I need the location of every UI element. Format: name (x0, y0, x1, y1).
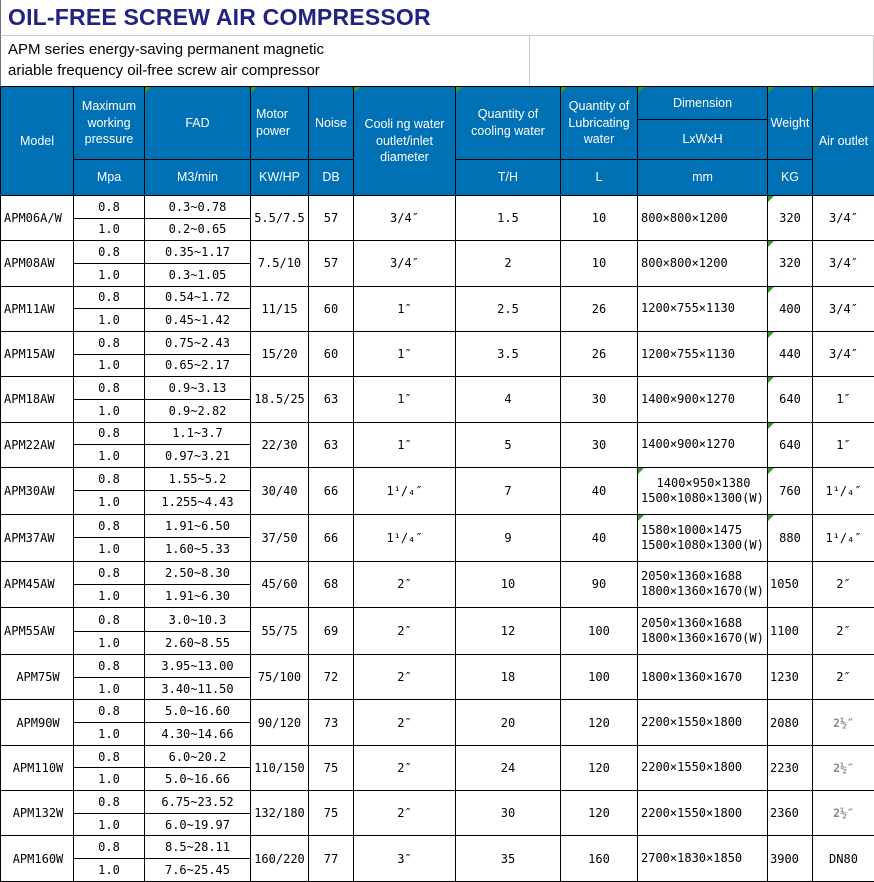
col-header-air-outlet: Air outlet (813, 87, 874, 196)
model-cell: APM11AW (1, 286, 74, 331)
motor-power-cell: 160/220 (251, 836, 309, 882)
cooling-qty-cell: 2.5 (456, 286, 561, 331)
motor-power-cell: 132/180 (251, 791, 309, 836)
dimension-cell (638, 791, 768, 836)
table-row (1, 791, 874, 814)
subtitle-cell (1, 36, 530, 86)
table-row (1, 561, 874, 584)
fad-cell: 5.0~16.60 (145, 700, 251, 723)
fad-cell: 7.6~25.45 (145, 859, 251, 882)
air-outlet-cell: DN80 (813, 836, 874, 882)
table-row (1, 467, 874, 490)
error-flag-icon (768, 241, 774, 247)
model-cell: APM90W (1, 700, 74, 745)
title-bar (0, 0, 874, 36)
model-cell: APM08AW (1, 241, 74, 286)
pressure-cell: 1.0 (74, 354, 145, 377)
pressure-cell: 1.0 (74, 859, 145, 882)
col-header-pressure: Maximum working pressure (74, 87, 145, 160)
noise-cell: 57 (309, 196, 354, 241)
weight-cell: 320 (768, 241, 813, 286)
model-cell: APM22AW (1, 422, 74, 467)
dimension-line: 2200×1550×1800 (641, 805, 743, 820)
dimension-cell (638, 745, 768, 790)
dimension-line: 2050×1360×1688 (641, 569, 743, 584)
pressure-cell: 0.8 (74, 745, 145, 768)
fad-cell: 1.255~4.43 (145, 491, 251, 514)
motor-power-cell: 7.5/10 (251, 241, 309, 286)
motor-power-cell: 90/120 (251, 700, 309, 745)
empty-cell (530, 36, 874, 86)
subtitle-bar (0, 36, 874, 86)
dimension-cell (638, 561, 768, 608)
table-row (1, 331, 874, 354)
dimension-line: 1400×900×1270 (641, 391, 735, 406)
noise-cell: 66 (309, 514, 354, 561)
pressure-cell: 0.8 (74, 422, 145, 445)
pressure-cell: 0.8 (74, 241, 145, 264)
lubricating-qty-cell: 40 (561, 467, 638, 514)
air-outlet-cell: 2½″ (813, 745, 874, 790)
weight-cell: 2230 (768, 745, 813, 790)
error-flag-icon (768, 332, 774, 338)
motor-power-cell: 37/50 (251, 514, 309, 561)
col-header-noise: Noise (309, 87, 354, 160)
pressure-cell: 1.0 (74, 399, 145, 422)
col-unit-noise: DB (309, 160, 354, 196)
col-unit-motor-power: KW/HP (251, 160, 309, 196)
fad-cell: 0.97~3.21 (145, 445, 251, 468)
fad-cell: 1.91~6.30 (145, 584, 251, 607)
cooling-diameter-cell: 3/4″ (354, 196, 456, 241)
lubricating-qty-cell: 10 (561, 196, 638, 241)
noise-cell: 66 (309, 467, 354, 514)
pressure-cell: 1.0 (74, 218, 145, 241)
motor-power-cell: 110/150 (251, 745, 309, 790)
pressure-cell: 1.0 (74, 677, 145, 700)
model-cell: APM15AW (1, 331, 74, 376)
fad-cell: 0.2~0.65 (145, 218, 251, 241)
motor-power-cell: 45/60 (251, 561, 309, 608)
pressure-cell: 0.8 (74, 377, 145, 400)
fad-cell: 0.75~2.43 (145, 331, 251, 354)
col-header-model: Model (1, 87, 74, 196)
table-row (1, 196, 874, 219)
col-header-lubricating-qty: Quantity of Lubricating water (561, 87, 638, 160)
model-cell: APM37AW (1, 514, 74, 561)
error-flag-icon (354, 87, 360, 93)
pressure-cell: 0.8 (74, 700, 145, 723)
dimension-line: 800×800×1200 (641, 255, 728, 270)
col-header-dimension (638, 87, 768, 160)
error-flag-icon (768, 468, 774, 474)
cooling-qty-cell: 24 (456, 745, 561, 790)
weight-cell: 2360 (768, 791, 813, 836)
pressure-cell: 1.0 (74, 491, 145, 514)
error-flag-icon (813, 87, 819, 93)
lubricating-qty-cell: 160 (561, 836, 638, 882)
fad-cell: 0.9~3.13 (145, 377, 251, 400)
dimension-line: 2200×1550×1800 (641, 715, 743, 730)
lubricating-qty-cell: 30 (561, 422, 638, 467)
fad-cell: 6.0~20.2 (145, 745, 251, 768)
pressure-cell: 0.8 (74, 561, 145, 584)
air-outlet-cell: 2″ (813, 655, 874, 700)
dimension-line: 1500×1080×1300(W) (641, 537, 764, 552)
noise-cell: 60 (309, 286, 354, 331)
error-flag-icon (768, 515, 774, 521)
header-label-row (1, 87, 874, 160)
dimension-line: 1500×1080×1300(W) (641, 490, 764, 505)
fad-cell: 6.0~19.97 (145, 813, 251, 836)
dimension-cell (638, 331, 768, 376)
fad-cell: 0.35~1.17 (145, 241, 251, 264)
air-outlet-cell: 3/4″ (813, 286, 874, 331)
fad-cell: 2.60~8.55 (145, 631, 251, 654)
fad-cell: 6.75~23.52 (145, 791, 251, 814)
pressure-cell: 1.0 (74, 584, 145, 607)
model-cell: APM06A/W (1, 196, 74, 241)
fad-cell: 8.5~28.11 (145, 836, 251, 859)
fad-cell: 3.95~13.00 (145, 655, 251, 678)
fad-cell: 0.9~2.82 (145, 399, 251, 422)
pressure-cell: 1.0 (74, 445, 145, 468)
cooling-qty-cell: 35 (456, 836, 561, 882)
dimension-cell (638, 655, 768, 700)
motor-power-cell: 5.5/7.5 (251, 196, 309, 241)
cooling-diameter-cell: 3″ (354, 836, 456, 882)
model-cell: APM160W (1, 836, 74, 882)
noise-cell: 60 (309, 331, 354, 376)
model-cell: APM30AW (1, 467, 74, 514)
dimension-cell (638, 241, 768, 286)
dimension-cell (638, 608, 768, 655)
lubricating-qty-cell: 26 (561, 286, 638, 331)
noise-cell: 75 (309, 791, 354, 836)
table-row (1, 377, 874, 400)
noise-cell: 63 (309, 422, 354, 467)
dimension-line: 2050×1360×1688 (641, 616, 743, 631)
pressure-cell: 1.0 (74, 309, 145, 332)
pressure-cell: 1.0 (74, 813, 145, 836)
weight-cell: 760 (768, 467, 813, 514)
error-flag-icon (638, 515, 644, 521)
weight-cell: 400 (768, 286, 813, 331)
fad-cell: 0.3~1.05 (145, 263, 251, 286)
table-row (1, 608, 874, 631)
cooling-diameter-cell: 2″ (354, 791, 456, 836)
model-cell: APM75W (1, 655, 74, 700)
cooling-qty-cell: 5 (456, 422, 561, 467)
pressure-cell: 0.8 (74, 655, 145, 678)
dimension-line: 1800×1360×1670(W) (641, 584, 764, 599)
dimension-line: 2700×1830×1850 (641, 851, 743, 866)
col-header-motor-power: Motor power (251, 87, 309, 160)
lubricating-qty-cell: 120 (561, 745, 638, 790)
dimension-line: 2200×1550×1800 (641, 760, 743, 775)
model-cell: APM110W (1, 745, 74, 790)
fad-cell: 1.55~5.2 (145, 467, 251, 490)
col-unit-dimension: mm (638, 160, 768, 196)
cooling-qty-cell: 18 (456, 655, 561, 700)
noise-cell: 63 (309, 377, 354, 422)
col-header-fad: FAD (145, 87, 251, 160)
pressure-cell: 1.0 (74, 538, 145, 561)
cooling-qty-cell: 9 (456, 514, 561, 561)
error-flag-icon (145, 87, 151, 93)
error-flag-icon (768, 196, 774, 202)
col-unit-cooling-qty: T/H (456, 160, 561, 196)
dimension-line: 1800×1360×1670(W) (641, 631, 764, 646)
table-row (1, 836, 874, 859)
weight-cell: 1050 (768, 561, 813, 608)
cooling-qty-cell: 3.5 (456, 331, 561, 376)
cooling-diameter-cell: 2″ (354, 745, 456, 790)
table-row (1, 514, 874, 537)
motor-power-cell: 22/30 (251, 422, 309, 467)
subtitle-line-2: ariable frequency oil-free screw air compressor (8, 62, 320, 79)
cooling-diameter-cell: 1″ (354, 331, 456, 376)
col-unit-fad: M3/min (145, 160, 251, 196)
motor-power-cell: 30/40 (251, 467, 309, 514)
cooling-qty-cell: 10 (456, 561, 561, 608)
cooling-diameter-cell: 2″ (354, 655, 456, 700)
air-outlet-cell: 3/4″ (813, 241, 874, 286)
cooling-diameter-cell: 1¹/₄″ (354, 514, 456, 561)
lubricating-qty-cell: 120 (561, 700, 638, 745)
table-row (1, 286, 874, 309)
fad-cell: 1.1~3.7 (145, 422, 251, 445)
air-outlet-cell: 3/4″ (813, 331, 874, 376)
table-header (1, 87, 874, 196)
col-header-cooling-diameter: Cooli ng water outlet/inlet diameter (354, 87, 456, 196)
cooling-diameter-cell: 2″ (354, 608, 456, 655)
table-body (1, 196, 874, 882)
cooling-qty-cell: 4 (456, 377, 561, 422)
dimension-line: 1800×1360×1670 (641, 669, 743, 684)
dimension-cell (638, 196, 768, 241)
dimension-line: 1400×900×1270 (641, 437, 735, 452)
air-outlet-cell: 1¹/₄″ (813, 514, 874, 561)
cooling-qty-cell: 12 (456, 608, 561, 655)
model-cell: APM132W (1, 791, 74, 836)
noise-cell: 75 (309, 745, 354, 790)
cooling-diameter-cell: 1″ (354, 377, 456, 422)
error-flag-icon (561, 87, 567, 93)
model-cell: APM55AW (1, 608, 74, 655)
pressure-cell: 0.8 (74, 286, 145, 309)
col-unit-pressure: Mpa (74, 160, 145, 196)
dimension-line: 1580×1000×1475 (641, 522, 743, 537)
motor-power-cell: 55/75 (251, 608, 309, 655)
error-flag-icon (768, 287, 774, 293)
weight-cell: 3900 (768, 836, 813, 882)
error-flag-icon (638, 468, 644, 474)
weight-cell: 1230 (768, 655, 813, 700)
error-flag-icon (768, 423, 774, 429)
spec-table (0, 86, 874, 882)
cooling-diameter-cell: 2″ (354, 700, 456, 745)
pressure-cell: 0.8 (74, 608, 145, 631)
air-outlet-cell: 1¹/₄″ (813, 467, 874, 514)
air-outlet-cell: 2″ (813, 561, 874, 608)
dimension-line: 1200×755×1130 (641, 346, 735, 361)
pressure-cell: 0.8 (74, 331, 145, 354)
col-unit-weight: KG (768, 160, 813, 196)
air-outlet-cell: 3/4″ (813, 196, 874, 241)
table-row (1, 745, 874, 768)
weight-cell: 640 (768, 422, 813, 467)
dimension-cell (638, 286, 768, 331)
cooling-diameter-cell: 3/4″ (354, 241, 456, 286)
fad-cell: 1.91~6.50 (145, 514, 251, 537)
cooling-qty-cell: 7 (456, 467, 561, 514)
pressure-cell: 0.8 (74, 467, 145, 490)
lubricating-qty-cell: 100 (561, 655, 638, 700)
pressure-cell: 0.8 (74, 196, 145, 219)
dimension-cell (638, 700, 768, 745)
cooling-qty-cell: 1.5 (456, 196, 561, 241)
weight-cell: 1100 (768, 608, 813, 655)
cooling-qty-cell: 2 (456, 241, 561, 286)
cooling-diameter-cell: 1¹/₄″ (354, 467, 456, 514)
fad-cell: 5.0~16.66 (145, 768, 251, 791)
table-row (1, 422, 874, 445)
cooling-qty-cell: 30 (456, 791, 561, 836)
dimension-line: 800×800×1200 (641, 210, 728, 225)
error-flag-icon (251, 87, 257, 93)
col-header-cooling-qty: Quantity of cooling water (456, 87, 561, 160)
motor-power-cell: 75/100 (251, 655, 309, 700)
dimension-lxwxh-label: LxWxH (682, 132, 723, 147)
model-cell: APM45AW (1, 561, 74, 608)
col-unit-lubricating-qty: L (561, 160, 638, 196)
pressure-cell: 0.8 (74, 836, 145, 859)
fad-cell: 3.40~11.50 (145, 677, 251, 700)
lubricating-qty-cell: 30 (561, 377, 638, 422)
noise-cell: 69 (309, 608, 354, 655)
pressure-cell: 0.8 (74, 791, 145, 814)
weight-cell: 440 (768, 331, 813, 376)
air-outlet-cell: 1″ (813, 377, 874, 422)
dimension-cell (638, 836, 768, 882)
pressure-cell: 0.8 (74, 514, 145, 537)
noise-cell: 72 (309, 655, 354, 700)
fad-cell: 0.65~2.17 (145, 354, 251, 377)
fad-cell: 2.50~8.30 (145, 561, 251, 584)
noise-cell: 68 (309, 561, 354, 608)
fad-cell: 1.60~5.33 (145, 538, 251, 561)
noise-cell: 77 (309, 836, 354, 882)
weight-cell: 2080 (768, 700, 813, 745)
air-outlet-cell: 2½″ (813, 700, 874, 745)
air-outlet-cell: 2″ (813, 608, 874, 655)
table-row (1, 655, 874, 678)
weight-cell: 320 (768, 196, 813, 241)
error-flag-icon (768, 87, 774, 93)
dimension-cell (638, 514, 768, 561)
dimension-cell (638, 377, 768, 422)
noise-cell: 73 (309, 700, 354, 745)
pressure-cell: 1.0 (74, 631, 145, 654)
air-outlet-cell: 1″ (813, 422, 874, 467)
pressure-cell: 1.0 (74, 263, 145, 286)
error-flag-icon (638, 87, 644, 93)
fad-cell: 0.3~0.78 (145, 196, 251, 219)
motor-power-cell: 11/15 (251, 286, 309, 331)
air-outlet-cell: 2½″ (813, 791, 874, 836)
lubricating-qty-cell: 120 (561, 791, 638, 836)
model-cell: APM18AW (1, 377, 74, 422)
weight-cell: 640 (768, 377, 813, 422)
cooling-diameter-cell: 1″ (354, 286, 456, 331)
noise-cell: 57 (309, 241, 354, 286)
lubricating-qty-cell: 100 (561, 608, 638, 655)
lubricating-qty-cell: 10 (561, 241, 638, 286)
subtitle-line-1: APM series energy-saving permanent magnetic (8, 41, 324, 58)
lubricating-qty-cell: 26 (561, 331, 638, 376)
lubricating-qty-cell: 90 (561, 561, 638, 608)
dimension-line: 1400×950×1380 (656, 475, 751, 490)
lubricating-qty-cell: 40 (561, 514, 638, 561)
page-title: OIL-FREE SCREW AIR COMPRESSOR (8, 4, 431, 30)
pressure-cell: 1.0 (74, 723, 145, 746)
fad-cell: 0.45~1.42 (145, 309, 251, 332)
fad-cell: 4.30~14.66 (145, 723, 251, 746)
error-flag-icon (768, 377, 774, 383)
error-flag-icon (456, 87, 462, 93)
dimension-cell (638, 467, 768, 514)
col-header-weight: Weight (768, 87, 813, 160)
motor-power-cell: 18.5/25 (251, 377, 309, 422)
fad-cell: 0.54~1.72 (145, 286, 251, 309)
cooling-diameter-cell: 1″ (354, 422, 456, 467)
table-row (1, 241, 874, 264)
pressure-cell: 1.0 (74, 768, 145, 791)
weight-cell: 880 (768, 514, 813, 561)
dimension-label: Dimension (638, 87, 767, 120)
motor-power-cell: 15/20 (251, 331, 309, 376)
cooling-qty-cell: 20 (456, 700, 561, 745)
table-row (1, 700, 874, 723)
dimension-line: 1200×755×1130 (641, 301, 735, 316)
dimension-cell (638, 422, 768, 467)
cooling-diameter-cell: 2″ (354, 561, 456, 608)
fad-cell: 3.0~10.3 (145, 608, 251, 631)
